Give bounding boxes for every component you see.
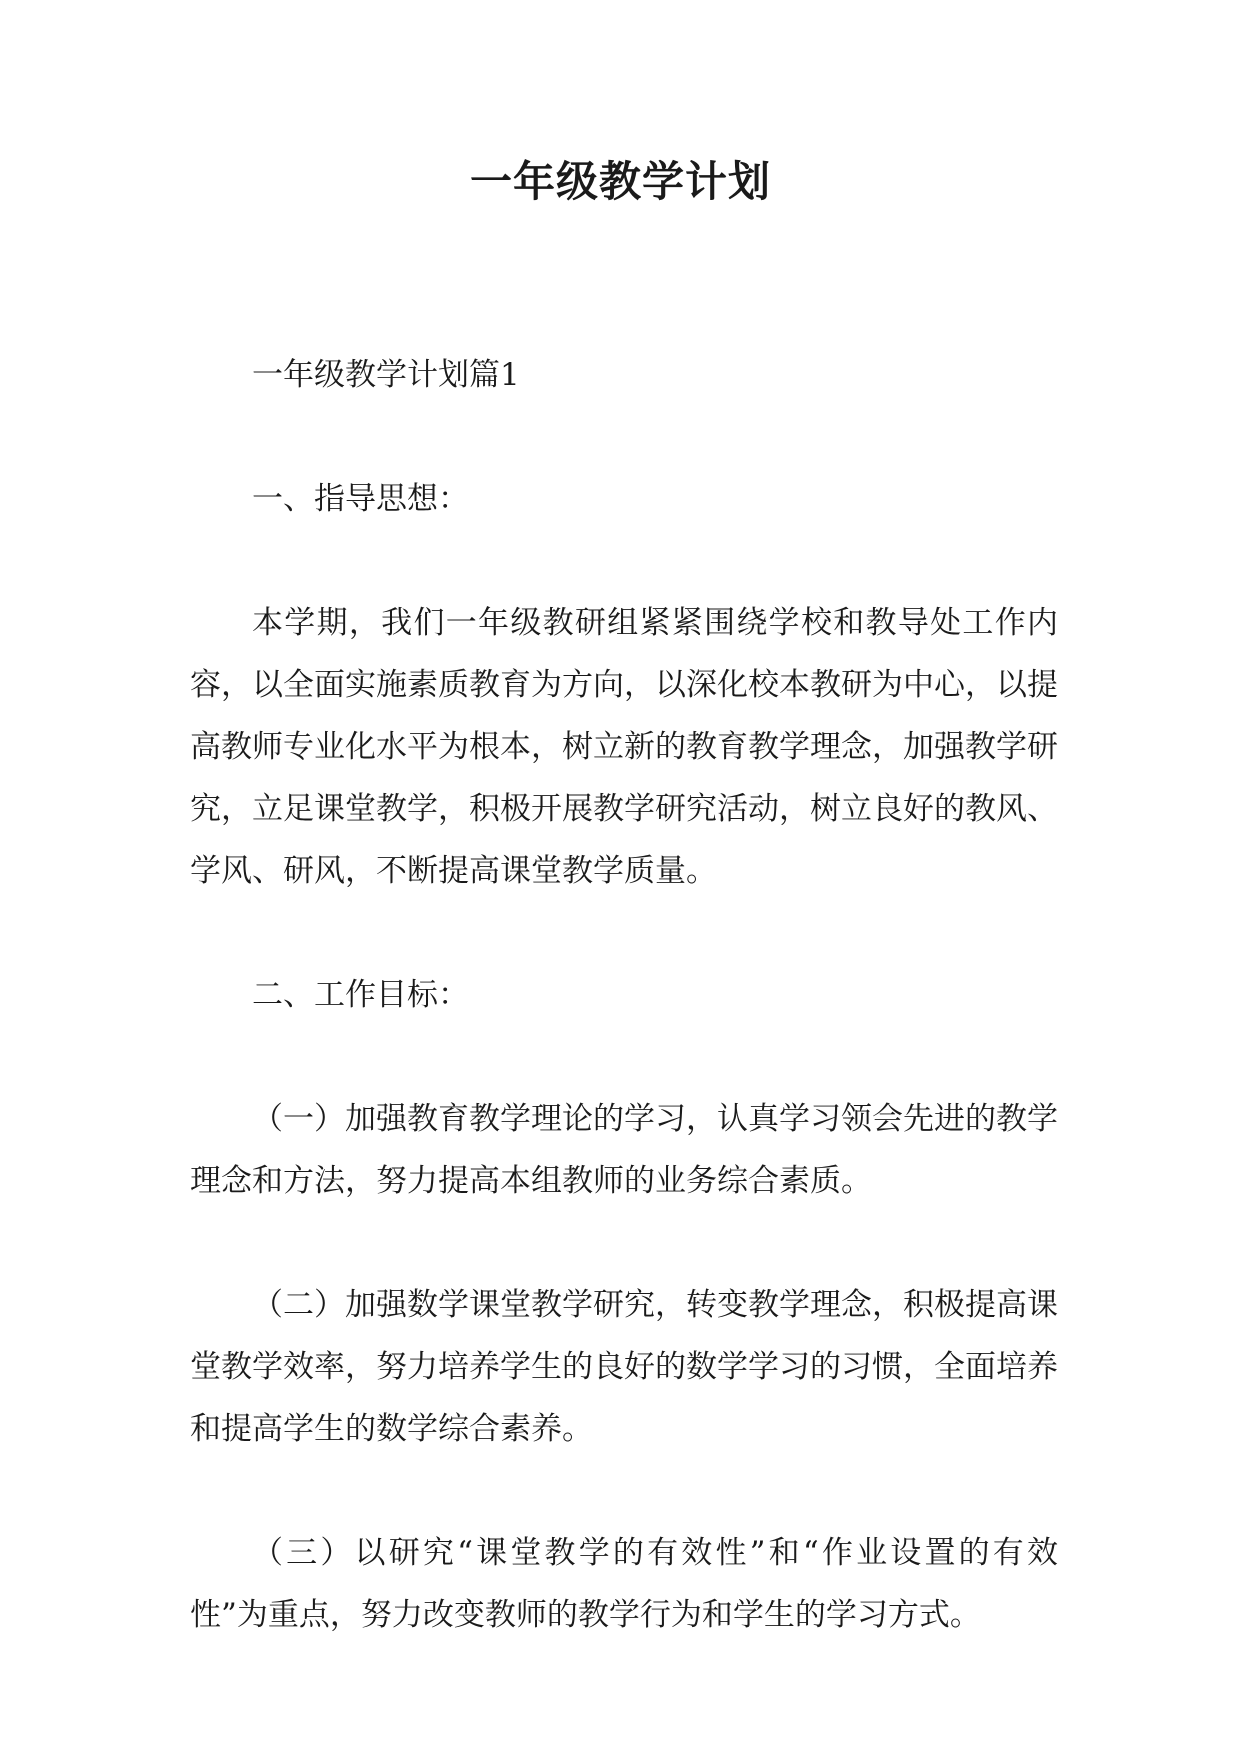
subsection-heading: 一、指导思想： [252,481,469,517]
document-body [190,344,1058,1708]
document-title: 一年级教学计划 [469,157,771,206]
subsection-heading: 二、工作目标： [252,977,469,1013]
body-paragraph: 本学期，我们一年级教研组紧紧围绕学校和教导处工作内容，以全面实施素质教育为方向，以深化校本教研为中心，以提高教师专业化水平为根本，树立新的教育教学理念，加强教学研究，立足课堂教学，积极开展教学研究活动，树立良好的教风、学风、研风，不断提高课堂教学质量。 [190,605,1058,889]
body-paragraph: （一）加强教育教学理论的学习，认真学习领会先进的教学理念和方法，努力提高本组教师的业务综合素质。 [190,1101,1058,1199]
section-heading: 一年级教学计划篇1 [252,357,520,393]
body-paragraph: （二）加强数学课堂教学研究，转变教学理念，积极提高课堂教学效率，努力培养学生的良好的数学学习的习惯，全面培养和提高学生的数学综合素养。 [190,1287,1058,1447]
body-paragraph: （三）以研究“课堂教学的有效性”和“作业设置的有效性”为重点，努力改变教师的教学行为和学生的学习方式。 [190,1535,1058,1633]
